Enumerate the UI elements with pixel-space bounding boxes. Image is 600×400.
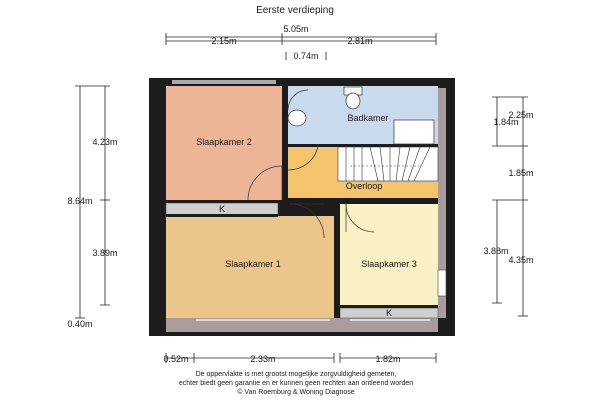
footer-line-2: echter biedt geen garantie en er kunnen geen rechten aan ontleend worden [178,380,414,387]
staircase [338,147,438,181]
sink [288,110,306,126]
footer-line-3: © Van Roemburg & Woning Diagnose [237,389,355,396]
dim-bottom-mid: 2.33m [250,354,276,364]
dim-top-right: 2.81m [347,36,373,46]
dim-bottom-left: 0.52m [163,354,189,364]
dim-left-upper: 4.23m [92,137,118,147]
label-slaapkamer-2: Slaapkamer 2 [196,137,252,147]
dim-bottom-right: 1.82m [375,354,401,364]
dim-top-left: 2.15m [211,36,237,46]
label-slaapkamer-1: Slaapkamer 1 [225,259,281,269]
dim-right-bottom: 4.35m [508,255,534,265]
dim-right-badkamer: 1.84m [493,117,519,127]
right-dimensions [492,97,528,316]
dim-left-lower: 3.89m [92,248,118,258]
label-closet-1: K [218,204,226,214]
dim-left-total: 8.64m [67,196,93,206]
label-badkamer: Badkamer [347,113,389,123]
label-closet-2: K [385,308,393,318]
dim-left-bottom: 0.40m [67,319,93,329]
dim-right-top: 2.25m [508,110,534,120]
label-overloop: Overloop [345,181,383,191]
dim-right-overloop: 1.85m [508,168,534,178]
window-right [438,270,446,296]
plan-title: Eerste verdieping [256,5,334,16]
footer-line-1: De oppervlakte is met grootst mogelijke zorgvuldigheid gemeten, [195,371,397,378]
dim-top-small: 0.74m [293,51,319,61]
dim-right-lower: 3.88m [483,246,509,256]
toilet-bowl [346,93,360,109]
label-slaapkamer-3: Slaapkamer 3 [361,259,417,269]
dim-top-total: 5.05m [283,24,309,34]
shower-tray [394,120,434,144]
room-slaapkamer-3 [340,204,438,306]
